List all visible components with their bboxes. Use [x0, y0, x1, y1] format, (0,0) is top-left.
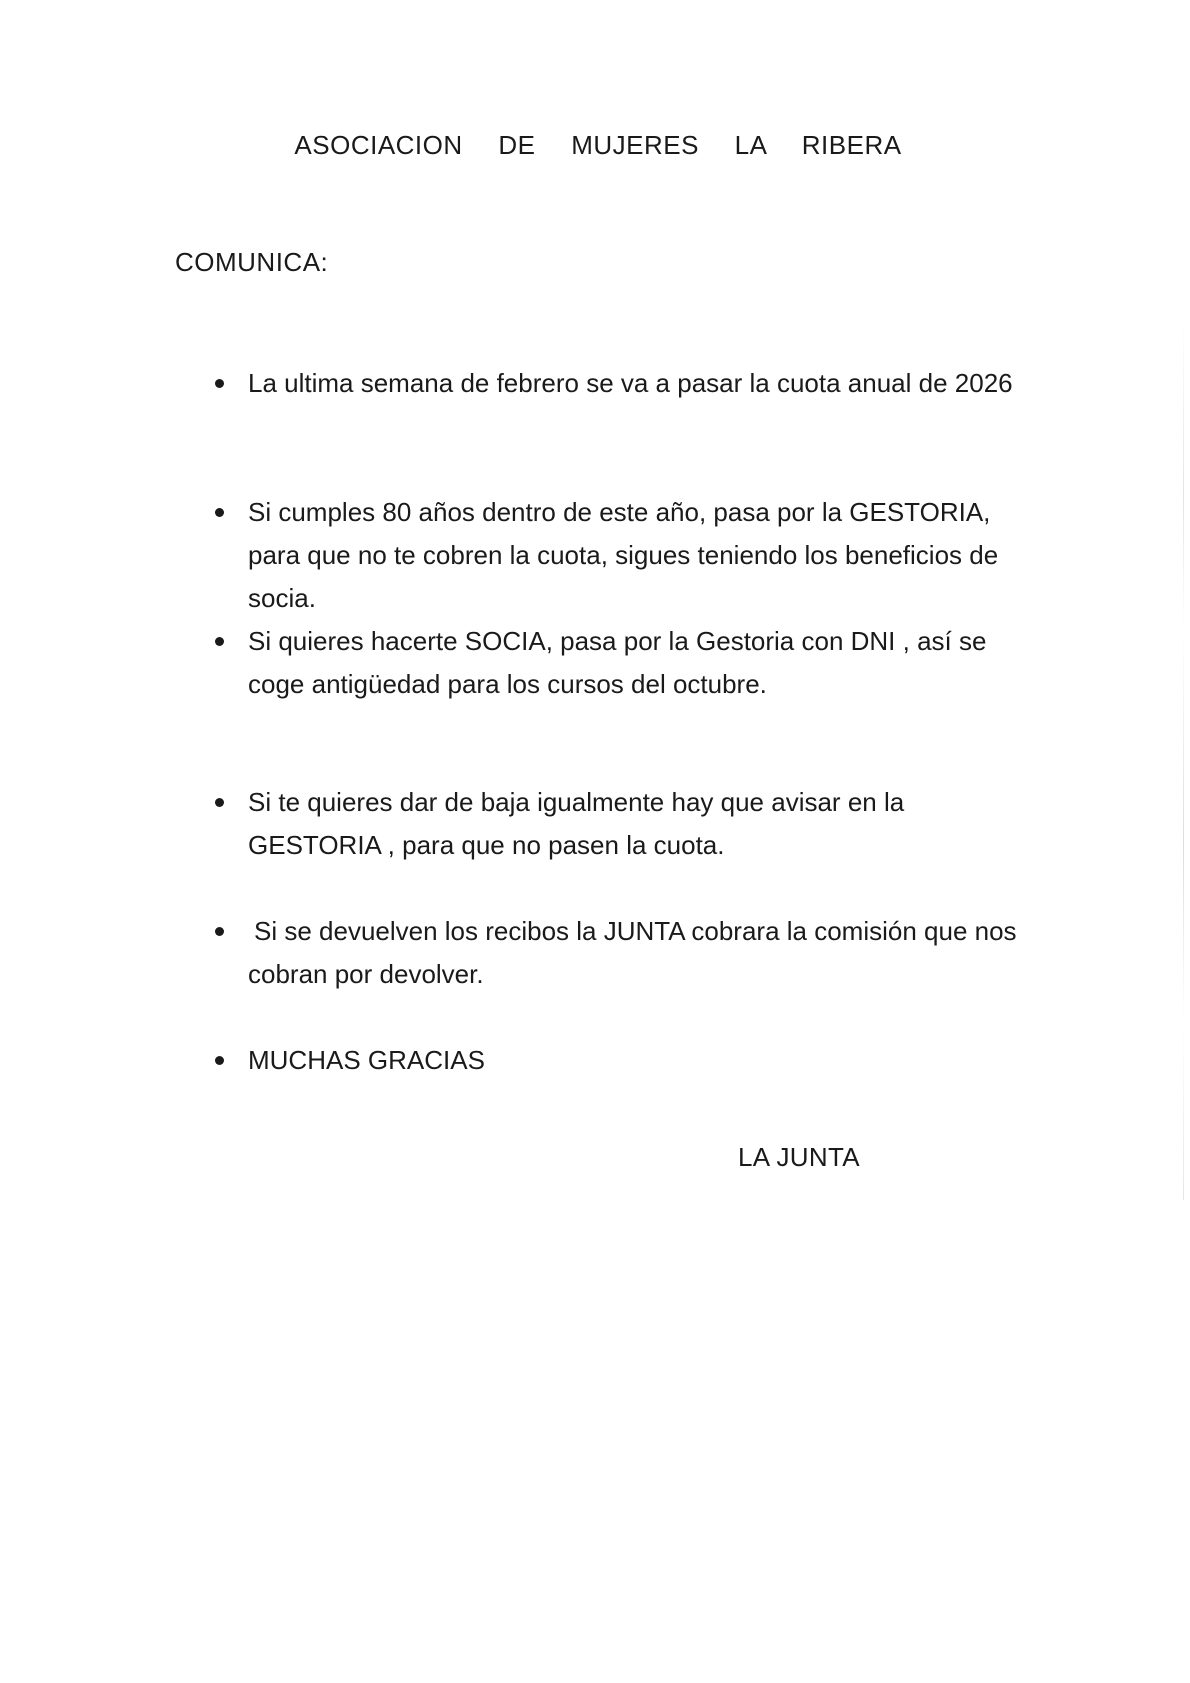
list-item: [212, 491, 1022, 620]
bullet-icon: [212, 910, 244, 953]
intro-label: COMUNICA:: [175, 247, 329, 277]
list-item-text: Si cumples 80 años dentro de este año, pasa por la GESTORIA, para que no te cobren la cuota, sigues teniendo los beneficios de socia.: [248, 497, 999, 613]
bullet-icon: [212, 781, 244, 824]
list-item: [212, 620, 1022, 706]
list-item-text: Si se devuelven los recibos la JUNTA cobrara la comisión que nos cobran por devolver.: [248, 916, 1017, 989]
list-item: [212, 362, 1022, 405]
bullet-icon: [212, 491, 244, 534]
list-item-text: MUCHAS GRACIAS: [248, 1045, 485, 1075]
list-item: [212, 910, 1022, 996]
list-item-text: Si quieres hacerte SOCIA, pasa por la Gestoria con DNI , así se coge antigüedad para los cursos del octubre.: [248, 626, 987, 699]
list-item: [212, 781, 1022, 867]
list-item-text: La ultima semana de febrero se va a pasar la cuota anual de 2026: [248, 368, 1013, 398]
bullet-icon: [212, 362, 244, 405]
list-item-text: Si te quieres dar de baja igualmente hay que avisar en la GESTORIA , para que no pasen la cuota.: [248, 787, 905, 860]
document-title: ASOCIACION DE MUJERES LA RIBERA: [294, 130, 902, 160]
signature: LA JUNTA: [738, 1142, 860, 1172]
bullet-icon: [212, 1039, 244, 1082]
scan-edge-divider: [1183, 320, 1184, 1200]
bullet-icon: [212, 620, 244, 663]
list-item: [212, 1039, 1022, 1082]
